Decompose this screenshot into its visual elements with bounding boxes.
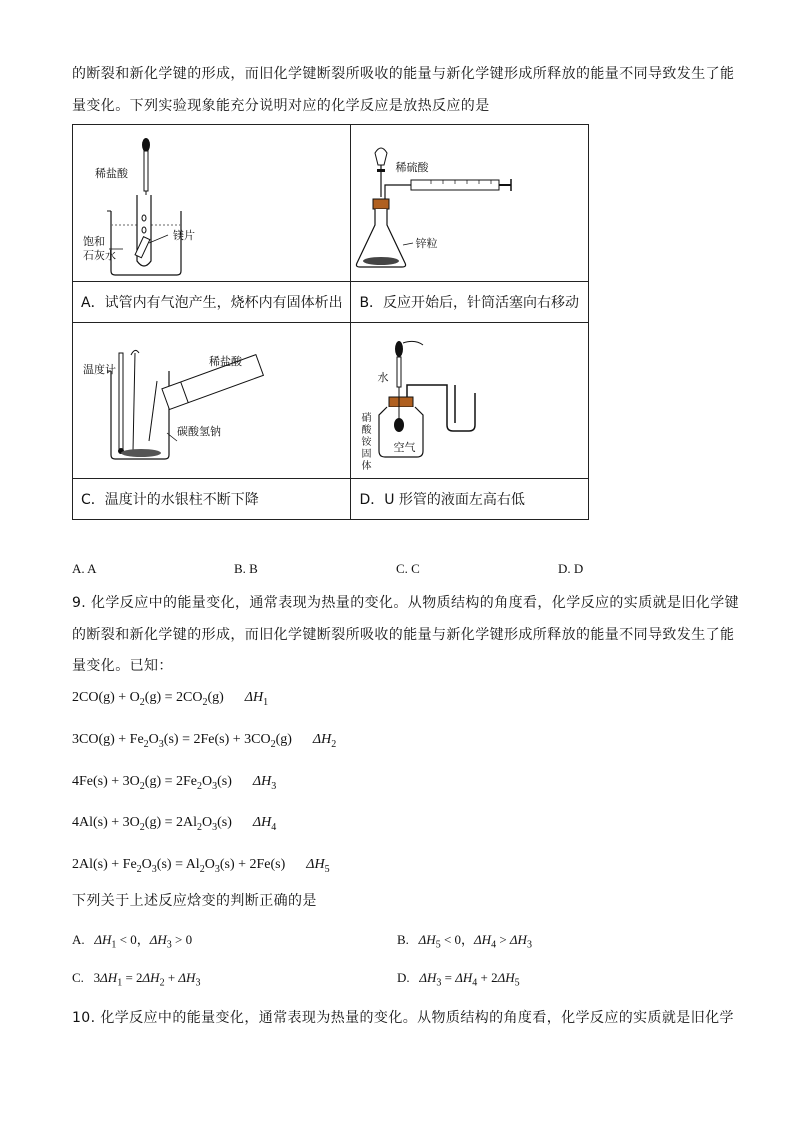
figure-b-apparatus [351, 125, 588, 281]
q8-option-a[interactable]: A. A [72, 561, 97, 576]
figure-d-cell [351, 323, 589, 479]
label-ammonium-nitrate: 硝酸铵固体 [361, 413, 372, 472]
label-water: 水 [377, 371, 389, 384]
figure-a-cell [73, 125, 351, 282]
label-hcl: 稀盐酸 [95, 167, 128, 180]
label-hcl-c: 稀盐酸 [209, 355, 242, 368]
equation-2: $3CO(g) + Fe_2O_3(s) = 2Fe(s) + 3CO_2(g)$ $\Delta H_2$ [72, 732, 337, 750]
q9-question: 下列关于上述反应焓变的判断正确的是 [72, 893, 317, 909]
figure-c-cell [73, 323, 351, 479]
intro-line-2: 量变化。下列实验现象能充分说明对应的化学反应是放热反应的是 [72, 98, 490, 114]
equation-4: $4Al(s) + 3O_2(g) = 2Al_2O_3(s)$ $\Delta H_4$ [72, 815, 277, 833]
label-limewater-2: 石灰水 [83, 249, 116, 262]
label-air: 空气 [393, 441, 416, 454]
caption-c: C．温度计的水银柱不断下降 [73, 479, 351, 520]
figure-d-apparatus [351, 323, 588, 478]
intro-line-1: 的断裂和新化学键的形成，而旧化学键断裂所吸收的能量与新化学键形成所释放的能量不同导致发生了能 [72, 66, 735, 82]
q9-option-b[interactable]: B. $\Delta H_5 < 0$，$\Delta H_4 > \Delta H_3$ [397, 932, 532, 951]
q8-option-b[interactable]: B. B [234, 561, 258, 576]
q9-option-c[interactable]: C. $3\Delta H_1 = 2\Delta H_2 + \Delta H_3$ [72, 970, 201, 989]
figure-b-cell [351, 125, 589, 282]
q9-option-a[interactable]: A. $\Delta H_1 < 0$，$\Delta H_3 > 0$ [72, 932, 193, 951]
label-thermometer: 温度计 [83, 363, 116, 376]
figure-c-apparatus [73, 323, 351, 478]
equation-5: $2Al(s) + Fe_2O_3(s) = Al_2O_3(s) + 2Fe(s)$ $\Delta H_5$ [72, 857, 330, 875]
caption-a: A．试管内有气泡产生，烧杯内有固体析出 [73, 282, 351, 323]
equation-3: $4Fe(s) + 3O_2(g) = 2Fe_2O_3(s)$ $\Delta H_3$ [72, 774, 277, 792]
label-magnesium: 镁片 [173, 229, 195, 242]
label-sodium-bicarbonate: 碳酸氢钠 [177, 425, 221, 438]
label-sulfuric-acid: 稀硫酸 [395, 161, 429, 174]
caption-d: D．U 形管的液面左高右低 [351, 479, 589, 520]
q9-line-1: 9. 化学反应中的能量变化，通常表现为热量的变化。从物质结构的角度看，化学反应的实质就是旧化学键 [72, 595, 740, 611]
q9-option-d[interactable]: D. $\Delta H_3 = \Delta H_4 + 2\Delta H_5$ [397, 970, 520, 989]
q8-option-d[interactable]: D. D [558, 561, 584, 576]
q9-line-3: 量变化。已知： [72, 658, 173, 674]
caption-b: B．反应开始后，针筒活塞向右移动 [351, 282, 589, 323]
experiment-table [72, 124, 589, 520]
q9-line-2: 的断裂和新化学键的形成，而旧化学键断裂所吸收的能量与新化学键形成所释放的能量不同导致发生了能 [72, 627, 735, 643]
equation-1: $2CO(g) + O_2(g) = 2CO_2(g)$ $\Delta H_1$ [72, 690, 269, 708]
q8-option-c[interactable]: C. C [396, 561, 420, 576]
label-zinc: 锌粒 [415, 237, 438, 250]
q10-line-1: 10. 化学反应中的能量变化，通常表现为热量的变化。从物质结构的角度看，化学反应的实质就是旧化学 [72, 1010, 734, 1026]
label-limewater-1: 饱和 [83, 235, 105, 248]
